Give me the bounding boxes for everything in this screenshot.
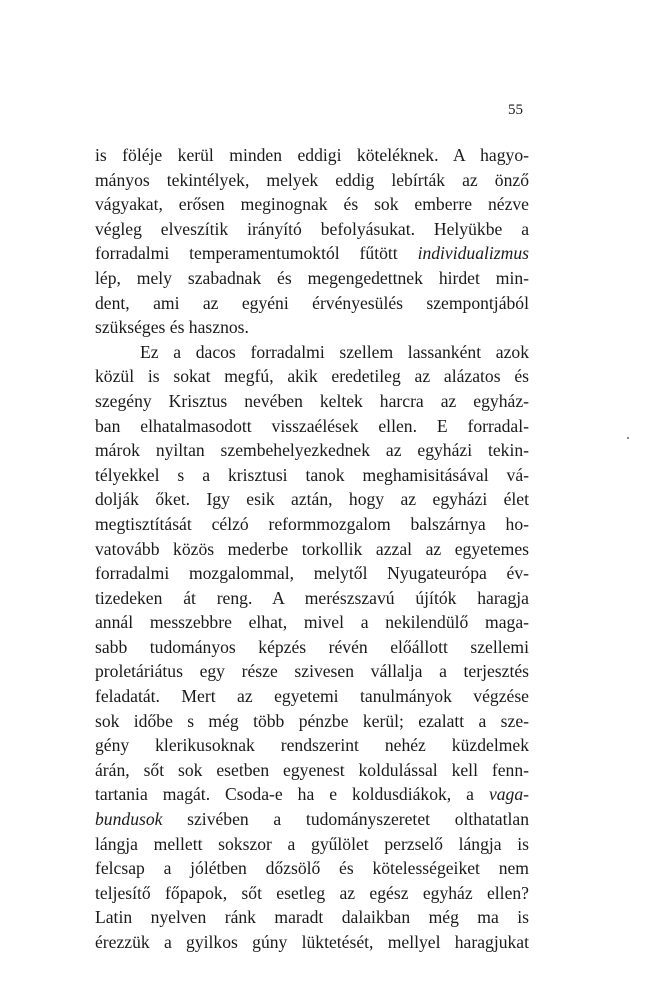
page-speck xyxy=(627,437,629,439)
text-line: teljesítő főpapok, sőt esetleg az egész egyház ellen? xyxy=(95,882,529,903)
text-line: szegény Krisztus nevében keltek harcra az egyház- xyxy=(95,390,529,411)
text-line: Ez a dacos forradalmi szellem lassanként azok xyxy=(140,341,529,362)
text-line: sabb tudományos képzés révén előállott szellemi xyxy=(95,636,529,657)
text-line: márok nyiltan szembehelyezkednek az egyházi tekin- xyxy=(95,440,529,461)
text-line: tartania magát. Csoda-e ha e koldusdiákok, a vaga- xyxy=(95,784,529,805)
text-line: szükséges és hasznos. xyxy=(95,317,249,338)
text-line: árán, sőt sok esetben egyenest koldulással kell fenn- xyxy=(95,759,529,780)
text-line: forradalmi temperamentumoktól fűtött individualizmus xyxy=(95,243,529,264)
text-line: proletáriátus egy része szivesen vállalja a terjesztés xyxy=(95,661,529,682)
text-line: télyekkel s a krisztusi tanok meghamisitásával vá- xyxy=(95,464,529,485)
text-line: vatovább közös mederbe torkollik azzal az egyetemes xyxy=(95,538,529,559)
text-line: gény klerikusoknak rendszerint nehéz küzdelmek xyxy=(95,735,529,756)
text-line: végleg elveszítik irányító befolyásukat. Helyükbe a xyxy=(95,218,529,239)
text-line: megtisztítását célzó reformmozgalom balszárnya ho- xyxy=(95,513,529,534)
text-line: ban elhatalmasodott visszaélések ellen. E forradal- xyxy=(95,415,529,436)
text-line: mányos tekintélyek, melyek eddig lebírták az önző xyxy=(95,169,529,190)
text-line: Latin nyelven ránk maradt dalaikban még ma is xyxy=(95,907,529,928)
text-line: is föléje kerül minden eddigi köteléknek. A hagyo- xyxy=(95,145,529,165)
text-line: érezzük a gyilkos gúny lüktetését, mellyel haragjukat xyxy=(95,932,529,952)
text-line: sok időbe s még több pénzbe kerül; ezalatt a sze- xyxy=(95,710,529,731)
text-line: bundusok szivében a tudományszeretet olthatatlan xyxy=(95,809,529,830)
text-line: lángja mellett sokszor a gyűlölet perzselő lángja is xyxy=(95,833,529,854)
text-line: dolják őket. Igy esik aztán, hogy az egyházi élet xyxy=(95,489,529,510)
text-line: feladatát. Mert az egyetemi tanulmányok végzése xyxy=(95,686,529,707)
page-number: 55 xyxy=(508,102,523,118)
text-line: annál messzebbre elhat, mivel a nekilendülő maga- xyxy=(95,612,529,633)
text-line: lép, mely szabadnak és megengedettnek hirdet min- xyxy=(95,267,529,288)
text-line: tizedeken át reng. A merészszavú újítók haragja xyxy=(95,587,529,608)
text-line: dent, ami az egyéni érvényesülés szempontjából xyxy=(95,292,529,313)
text-line: forradalmi mozgalommal, melytől Nyugateurópa év- xyxy=(95,563,529,584)
text-line: közül is sokat megfú, akik eredetileg az alázatos és xyxy=(95,366,529,387)
body-text xyxy=(95,143,529,955)
text-line: felcsap a jólétben dőzsölő és kötelességeiket nem xyxy=(95,858,529,879)
text-line: vágyakat, erősen meginognak és sok emberre nézve xyxy=(95,194,529,215)
